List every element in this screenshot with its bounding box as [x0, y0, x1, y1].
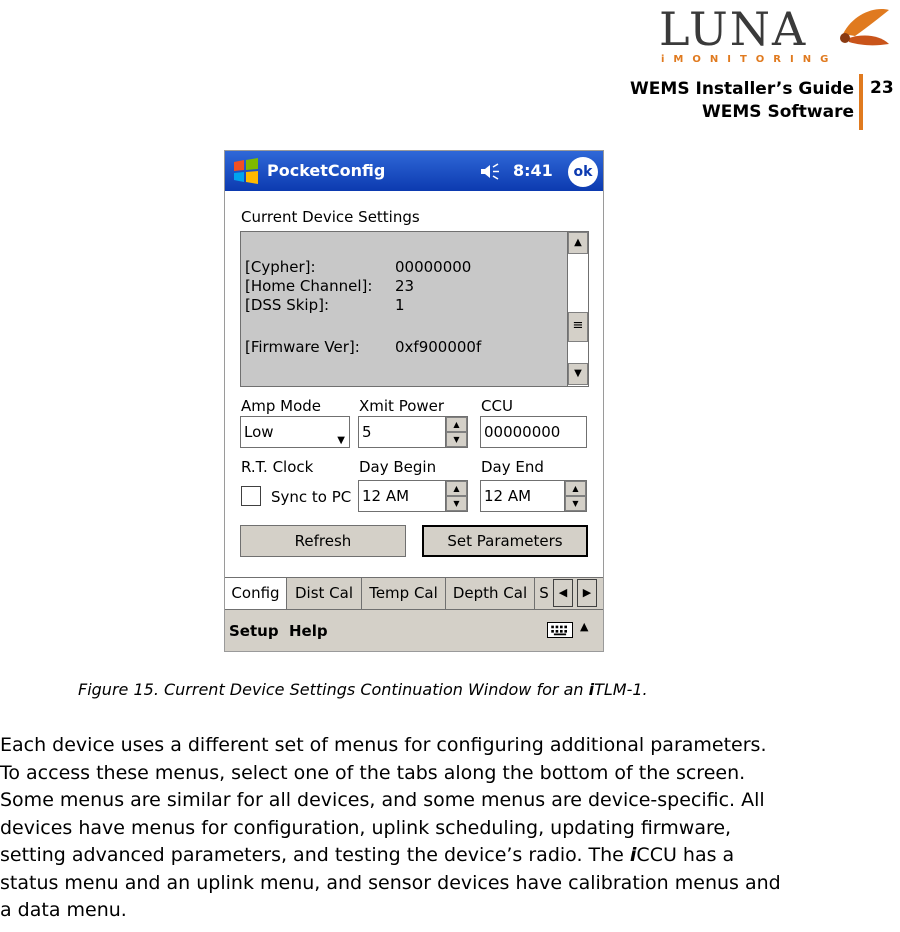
header-divider — [859, 74, 863, 130]
figure-caption — [78, 680, 648, 699]
body-line: devices have menus for configuration, uplink scheduling, updating firmware, — [0, 816, 732, 839]
scroll-down-arrow-icon[interactable]: ▼ — [568, 363, 588, 385]
ccu-input[interactable] — [480, 416, 587, 448]
app-title: PocketConfig — [267, 161, 386, 180]
body-paragraph — [0, 732, 900, 925]
amp-mode-label: Amp Mode — [241, 397, 322, 415]
amp-mode-select[interactable] — [240, 416, 350, 448]
caption-suffix: TLM-1. — [594, 680, 648, 699]
scroll-up-arrow-icon[interactable]: ▲ — [568, 232, 588, 254]
xmit-power-spinner[interactable] — [445, 417, 467, 447]
body-line: a data menu. — [0, 899, 127, 921]
running-header — [630, 78, 854, 124]
menu-help[interactable]: Help — [289, 622, 328, 640]
sync-to-pc-label[interactable]: Sync to PC — [271, 488, 352, 506]
refresh-button[interactable]: Refresh — [240, 525, 406, 557]
caption-prefix: Figure 15. Current Device Settings Continuation Window for an — [78, 680, 589, 699]
day-end-label: Day End — [481, 458, 544, 476]
tab-temp-cal[interactable]: Temp Cal — [362, 578, 446, 610]
settings-scrollbar[interactable] — [567, 232, 588, 386]
pocketconfig-screenshot — [224, 150, 604, 652]
xmit-power-value: 5 — [362, 423, 372, 441]
day-end-spinner[interactable] — [564, 481, 586, 511]
body-line: Each device uses a different set of menus for configuring additional parameters. — [0, 734, 767, 756]
guide-title: WEMS Installer’s Guide — [630, 79, 854, 99]
xmit-power-stepper[interactable] — [358, 416, 468, 448]
set-parameters-button[interactable]: Set Parameters — [422, 525, 588, 557]
body-i-mark: i — [629, 844, 637, 866]
body-line: status menu and an uplink menu, and sensor devices have calibration menus and — [0, 871, 781, 894]
spin-up-icon[interactable]: ▲ — [446, 481, 467, 496]
page-number: 23 — [870, 78, 894, 98]
settings-key: [Firmware Ver]: — [245, 338, 360, 356]
title-bar — [225, 151, 603, 191]
settings-key: [DSS Skip]: — [245, 296, 330, 314]
day-begin-spinner[interactable] — [445, 481, 467, 511]
tab-config[interactable]: Config — [225, 578, 287, 610]
settings-key: [Cypher]: — [245, 258, 316, 276]
current-settings-label: Current Device Settings — [241, 208, 420, 226]
sip-up-arrow-icon[interactable]: ▲ — [580, 620, 589, 633]
day-begin-value: 12 AM — [362, 487, 410, 505]
firefly-icon — [835, 4, 891, 54]
settings-value: 23 — [395, 277, 415, 295]
spin-down-icon[interactable]: ▼ — [446, 432, 467, 447]
logo-wordmark: LUNA — [659, 2, 808, 56]
rt-clock-label: R.T. Clock — [241, 458, 314, 476]
clock[interactable]: 8:41 — [513, 161, 553, 180]
body-line — [0, 842, 900, 870]
body-line-5-suffix: CCU has a — [636, 844, 735, 866]
dropdown-arrow-icon[interactable]: ▼ — [337, 435, 345, 446]
day-begin-stepper[interactable] — [358, 480, 468, 512]
tab-s[interactable]: S — [539, 584, 549, 602]
keyboard-icon[interactable] — [547, 622, 573, 638]
tab-scroll-right-icon[interactable]: ▶ — [577, 579, 597, 607]
day-begin-label: Day Begin — [359, 458, 437, 476]
spin-up-icon[interactable]: ▲ — [565, 481, 586, 496]
menu-bar — [225, 609, 603, 651]
body-line: Some menus are similar for all devices, and some menus are device-specific. All — [0, 789, 765, 811]
spin-up-icon[interactable]: ▲ — [446, 417, 467, 432]
caption-i-mark: i — [588, 680, 595, 699]
scroll-thumb[interactable]: ≡ — [568, 312, 588, 342]
luna-logo — [655, 2, 895, 72]
ccu-label: CCU — [481, 397, 513, 415]
settings-value: 1 — [395, 296, 405, 314]
tab-bar — [225, 577, 603, 609]
menu-setup[interactable]: Setup — [229, 622, 279, 640]
tab-depth-cal[interactable]: Depth Cal — [446, 578, 535, 610]
ccu-value: 00000000 — [484, 423, 561, 441]
section-title: WEMS Software — [702, 102, 854, 122]
logo-tagline: iMONITORING — [661, 54, 838, 65]
speaker-icon[interactable] — [479, 163, 501, 180]
spin-down-icon[interactable]: ▼ — [446, 496, 467, 511]
windows-start-icon[interactable] — [231, 157, 261, 185]
day-end-value: 12 AM — [484, 487, 532, 505]
tab-dist-cal[interactable]: Dist Cal — [287, 578, 362, 610]
xmit-power-label: Xmit Power — [359, 397, 445, 415]
spin-down-icon[interactable]: ▼ — [565, 496, 586, 511]
current-settings-list[interactable] — [240, 231, 589, 387]
settings-value: 00000000 — [395, 258, 472, 276]
sync-to-pc-checkbox[interactable] — [241, 486, 261, 506]
tab-scroll-left-icon[interactable]: ◀ — [553, 579, 573, 607]
amp-mode-value: Low — [244, 423, 274, 441]
day-end-stepper[interactable] — [480, 480, 587, 512]
ok-button[interactable]: ok — [568, 157, 598, 187]
body-line-5-prefix: setting advanced parameters, and testing the device’s radio. The — [0, 844, 630, 866]
body-line: To access these menus, select one of the tabs along the bottom of the screen. — [0, 761, 746, 784]
settings-key: [Home Channel]: — [245, 277, 373, 295]
settings-value: 0xf900000f — [395, 338, 482, 356]
